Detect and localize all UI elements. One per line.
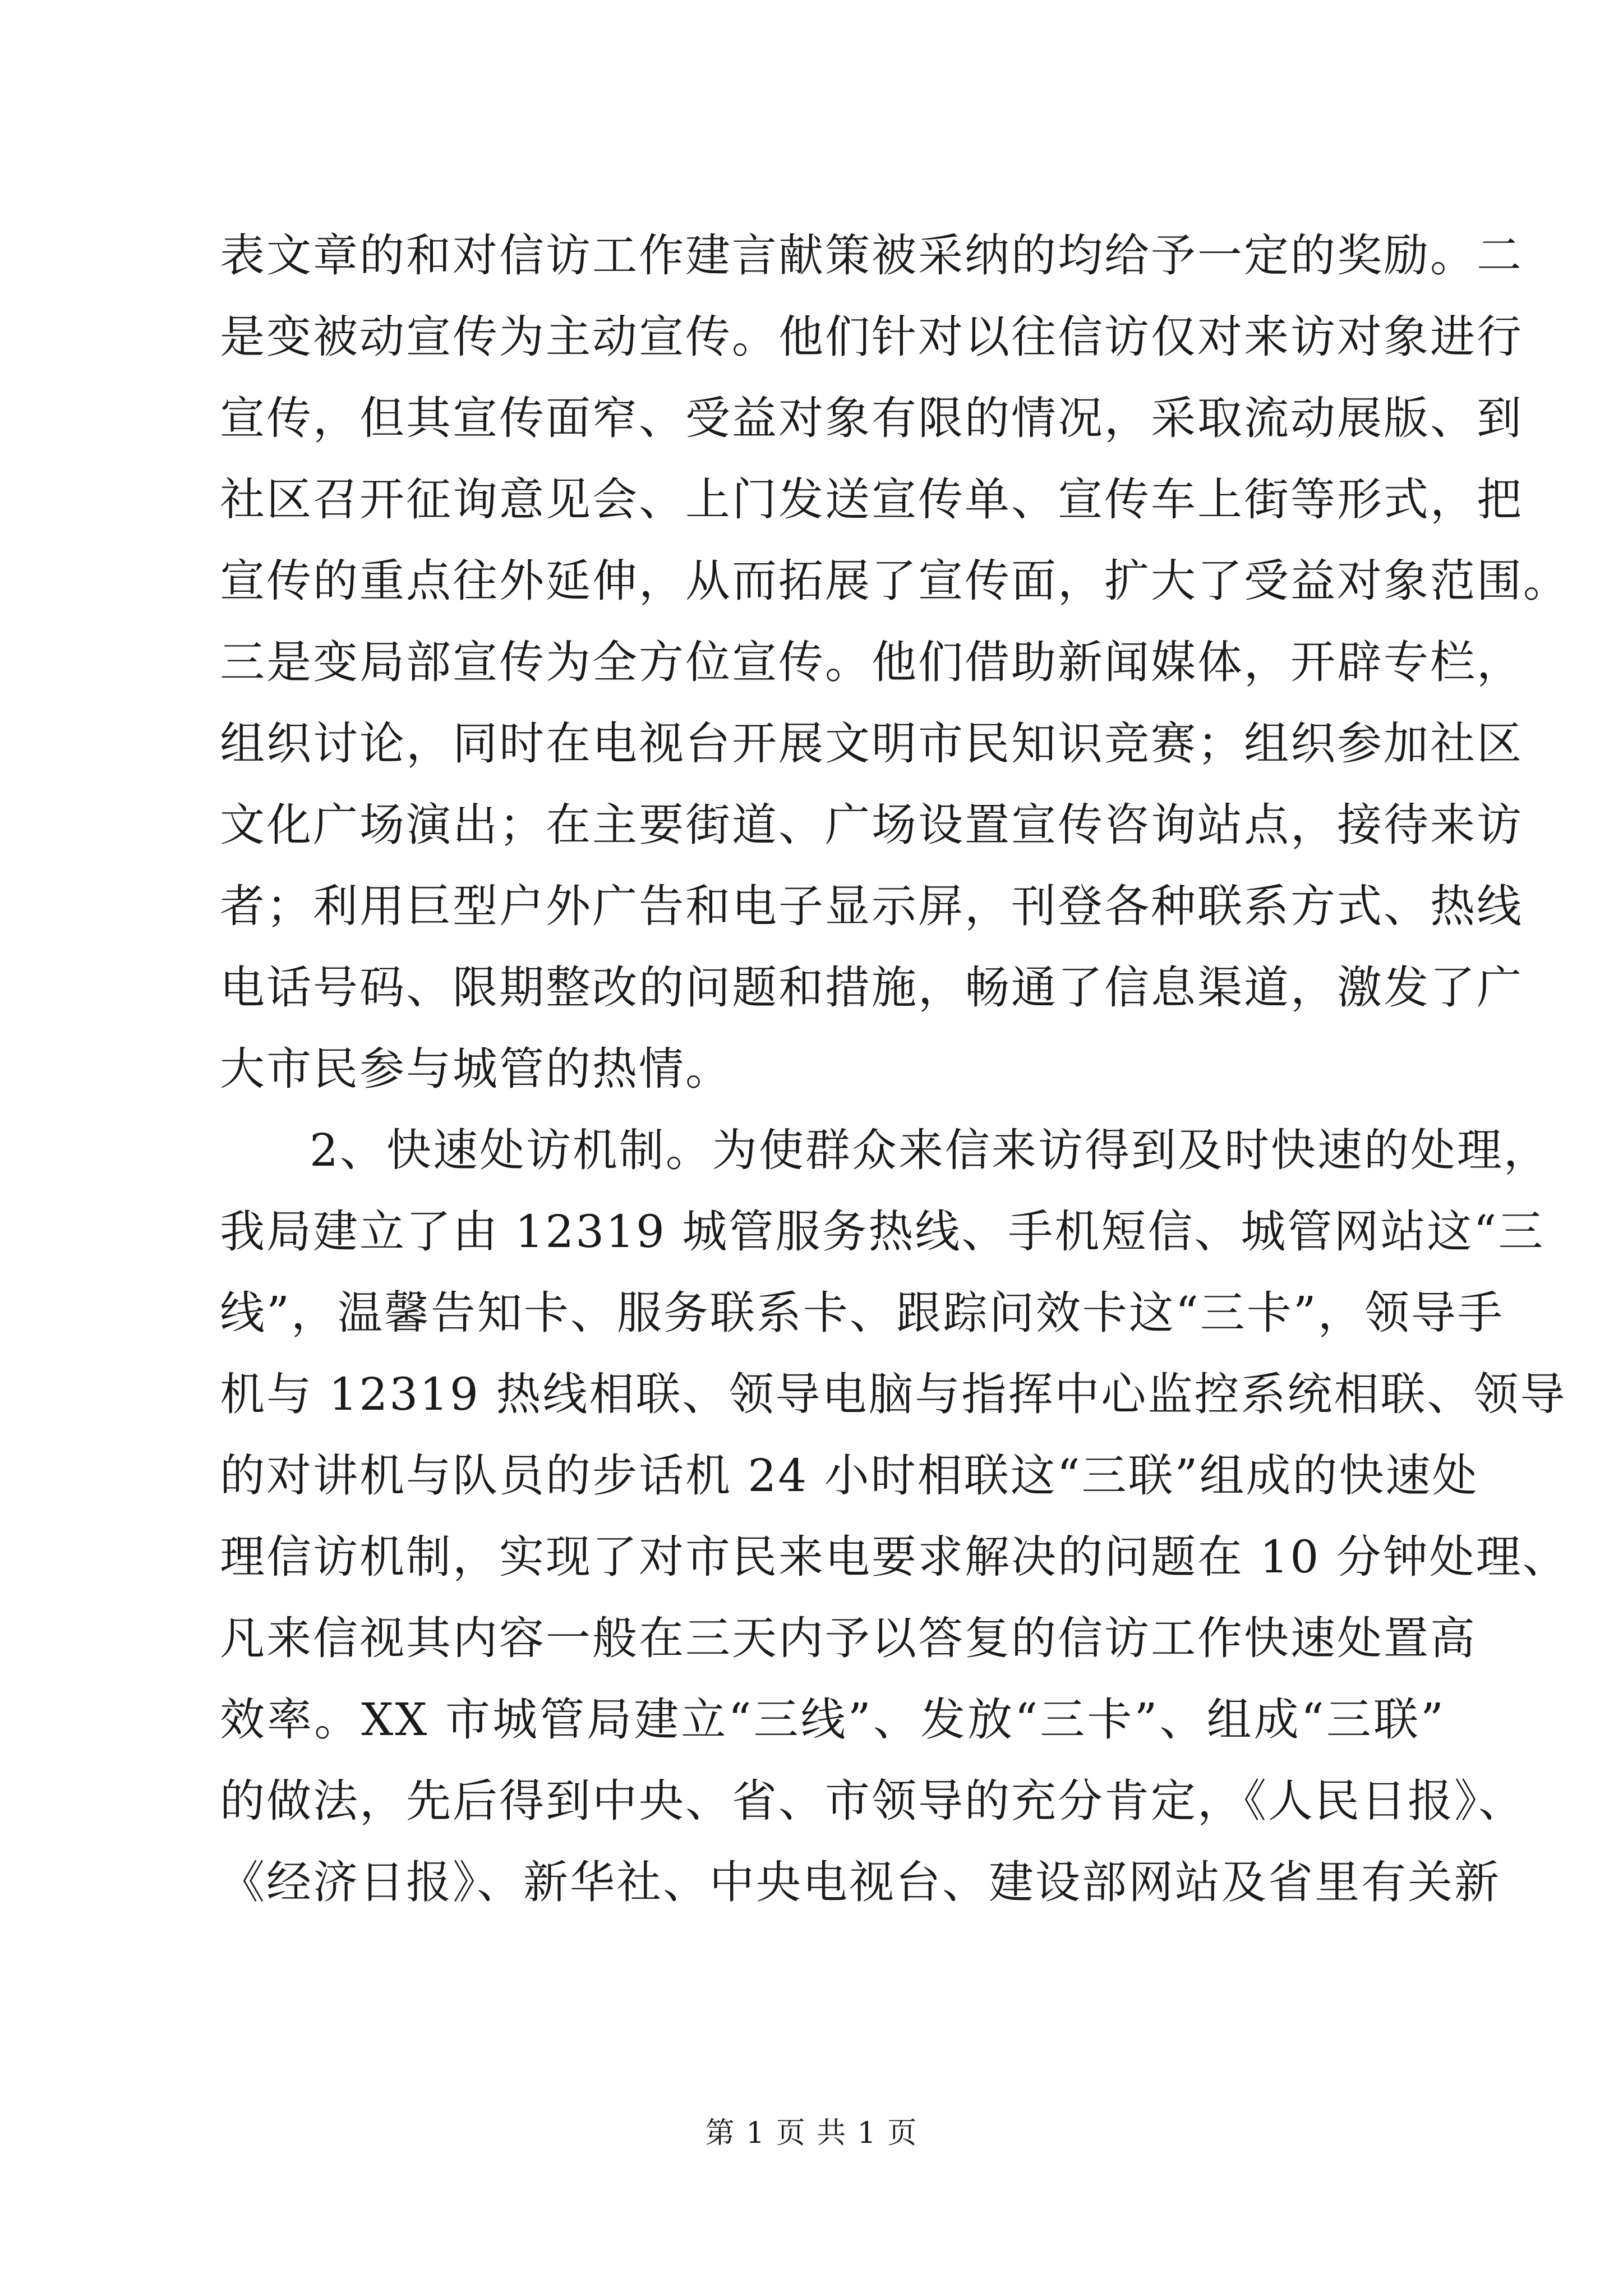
text-line: 宣传的重点往外延伸，从而拓展了宣传面，扩大了受益对象范围。 xyxy=(220,555,1570,607)
text-line: 机与 12319 热线相联、领导电脑与指挥中心监控系统相联、领导 xyxy=(220,1368,1567,1420)
text-line: 的对讲机与队员的步话机 24 小时相联这“三联”组成的快速处 xyxy=(220,1450,1479,1502)
text-line: 2、快速处访机制。为使群众来信来访得到及时快速的处理， xyxy=(310,1124,1550,1176)
text-line: 三是变局部宣传为全方位宣传。他们借助新闻媒体，开辟专栏， xyxy=(220,636,1523,688)
text-line: 宣传，但其宣传面窄、受益对象有限的情况，采取流动展版、到 xyxy=(220,392,1523,444)
text-line: 效率。XX 市城管局建立“三线”、发放“三卡”、组成“三联” xyxy=(220,1694,1445,1746)
text-line: 理信访机制，实现了对市民来电要求解决的问题在 10 分钟处理、 xyxy=(220,1531,1569,1583)
page-footer: 第 1 页 共 1 页 xyxy=(705,2116,918,2150)
text-line: 社区召开征询意见会、上门发送宣传单、宣传车上街等形式，把 xyxy=(220,473,1523,526)
document-body xyxy=(220,215,1570,1923)
text-line: 凡来信视其内容一般在三天内予以答复的信访工作快速处置高 xyxy=(220,1612,1477,1664)
text-line: 的做法，先后得到中央、省、市领导的充分肯定，《人民日报》、 xyxy=(220,1775,1525,1827)
text-line: 组织讨论，同时在电视台开展文明市民知识竞赛；组织参加社区 xyxy=(220,717,1523,770)
text-line: 《经济日报》、新华社、中央电视台、建设部网站及省里有关新 xyxy=(220,1856,1501,1908)
text-line: 线”，温馨告知卡、服务联系卡、跟踪问效卡这“三卡”，领导手 xyxy=(220,1287,1504,1339)
text-line: 表文章的和对信访工作建言献策被采纳的均给予一定的奖励。二 xyxy=(220,229,1523,282)
text-line: 者；利用巨型户外广告和电子显示屏，刊登各种联系方式、热线 xyxy=(220,880,1523,932)
text-line: 电话号码、限期整改的问题和措施，畅通了信息渠道，激发了广 xyxy=(220,961,1523,1014)
text-line: 是变被动宣传为主动宣传。他们针对以往信访仅对来访对象进行 xyxy=(220,311,1523,363)
text-line: 大市民参与城管的热情。 xyxy=(220,1043,732,1095)
text-line: 我局建立了由 12319 城管服务热线、手机短信、城管网站这“三 xyxy=(220,1205,1545,1258)
text-line: 文化广场演出；在主要街道、广场设置宣传咨询站点，接待来访 xyxy=(220,799,1523,851)
